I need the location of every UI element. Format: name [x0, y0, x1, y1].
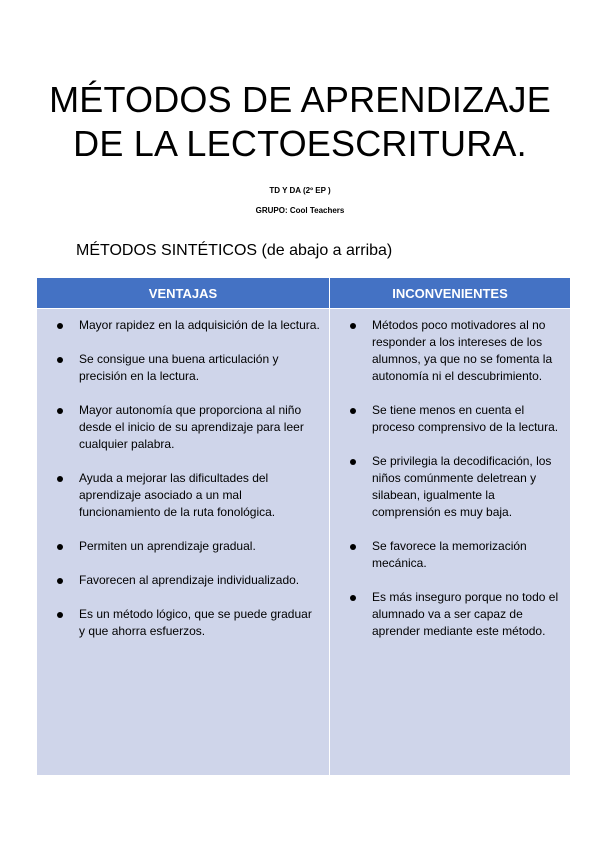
course-subtitle: TD Y DA (2º EP ) [269, 186, 331, 195]
list-item-text: Se favorece la memorización mecánica. [372, 539, 527, 570]
bullet-icon [57, 612, 63, 618]
inconvenientes-cell [330, 308, 570, 775]
bullet-icon [350, 595, 356, 601]
bullet-icon [350, 408, 356, 414]
list-item-text: Es más inseguro porque no todo el alumnado va a ser capaz de aprender mediante este método. [372, 590, 559, 638]
section-heading: MÉTODOS SINTÉTICOS (de abajo a arriba) [76, 242, 393, 259]
list-item [53, 317, 321, 334]
table-header-row [37, 278, 570, 308]
list-item-text: Se privilegia la decodificación, los niños comúnmente deletrean y silabean, igualmente la comprensión es muy baja. [372, 454, 552, 519]
list-item-text: Ayuda a mejorar las dificultades del aprendizaje asociado a un mal funcionamiento de la ruta fonológica. [79, 471, 276, 519]
list-item-text: Se consigue una buena articulación y precisión en la lectura. [79, 352, 279, 383]
title-line-2: DE LA LECTOESCRITURA. [73, 123, 527, 164]
bullet-icon [57, 323, 63, 329]
list-item [346, 538, 562, 572]
bullet-icon [350, 459, 356, 465]
inconvenientes-list [346, 317, 562, 640]
list-item [346, 317, 562, 385]
ventajas-cell [37, 308, 330, 775]
list-item-text: Es un método lógico, que se puede graduar y que ahorra esfuerzos. [79, 607, 312, 638]
title-line-1: MÉTODOS DE APRENDIZAJE [49, 79, 551, 120]
list-item [53, 351, 321, 385]
list-item [53, 402, 321, 453]
list-item [53, 606, 321, 640]
list-item-text: Se tiene menos en cuenta el proceso comprensivo de la lectura. [372, 403, 559, 434]
group-subtitle: GRUPO: Cool Teachers [255, 206, 345, 215]
list-item-text: Métodos poco motivadores al no responder a los intereses de los alumnos, ya que no se fomenta la autonomía ni el descubrimiento. [372, 318, 553, 383]
header-inconvenientes: INCONVENIENTES [330, 278, 570, 308]
bullet-icon [57, 578, 63, 584]
list-item [53, 538, 321, 555]
list-item [346, 453, 562, 521]
bullet-icon [350, 323, 356, 329]
list-item [53, 470, 321, 521]
list-item-text: Mayor rapidez en la adquisición de la lectura. [79, 318, 320, 332]
list-item [53, 572, 321, 589]
bullet-icon [350, 544, 356, 550]
bullet-icon [57, 476, 63, 482]
ventajas-list [53, 317, 321, 640]
list-item-text: Permiten un aprendizaje gradual. [79, 539, 256, 553]
header-ventajas: VENTAJAS [37, 278, 330, 308]
comparison-table [37, 278, 570, 775]
list-item [346, 589, 562, 640]
table-body-row [37, 308, 570, 775]
bullet-icon [57, 544, 63, 550]
list-item [346, 402, 562, 436]
bullet-icon [57, 408, 63, 414]
list-item-text: Favorecen al aprendizaje individualizado. [79, 573, 300, 587]
document-title [0, 78, 600, 166]
list-item-text: Mayor autonomía que proporciona al niño desde el inicio de su aprendizaje para leer cualquier palabra. [79, 403, 304, 451]
bullet-icon [57, 357, 63, 363]
